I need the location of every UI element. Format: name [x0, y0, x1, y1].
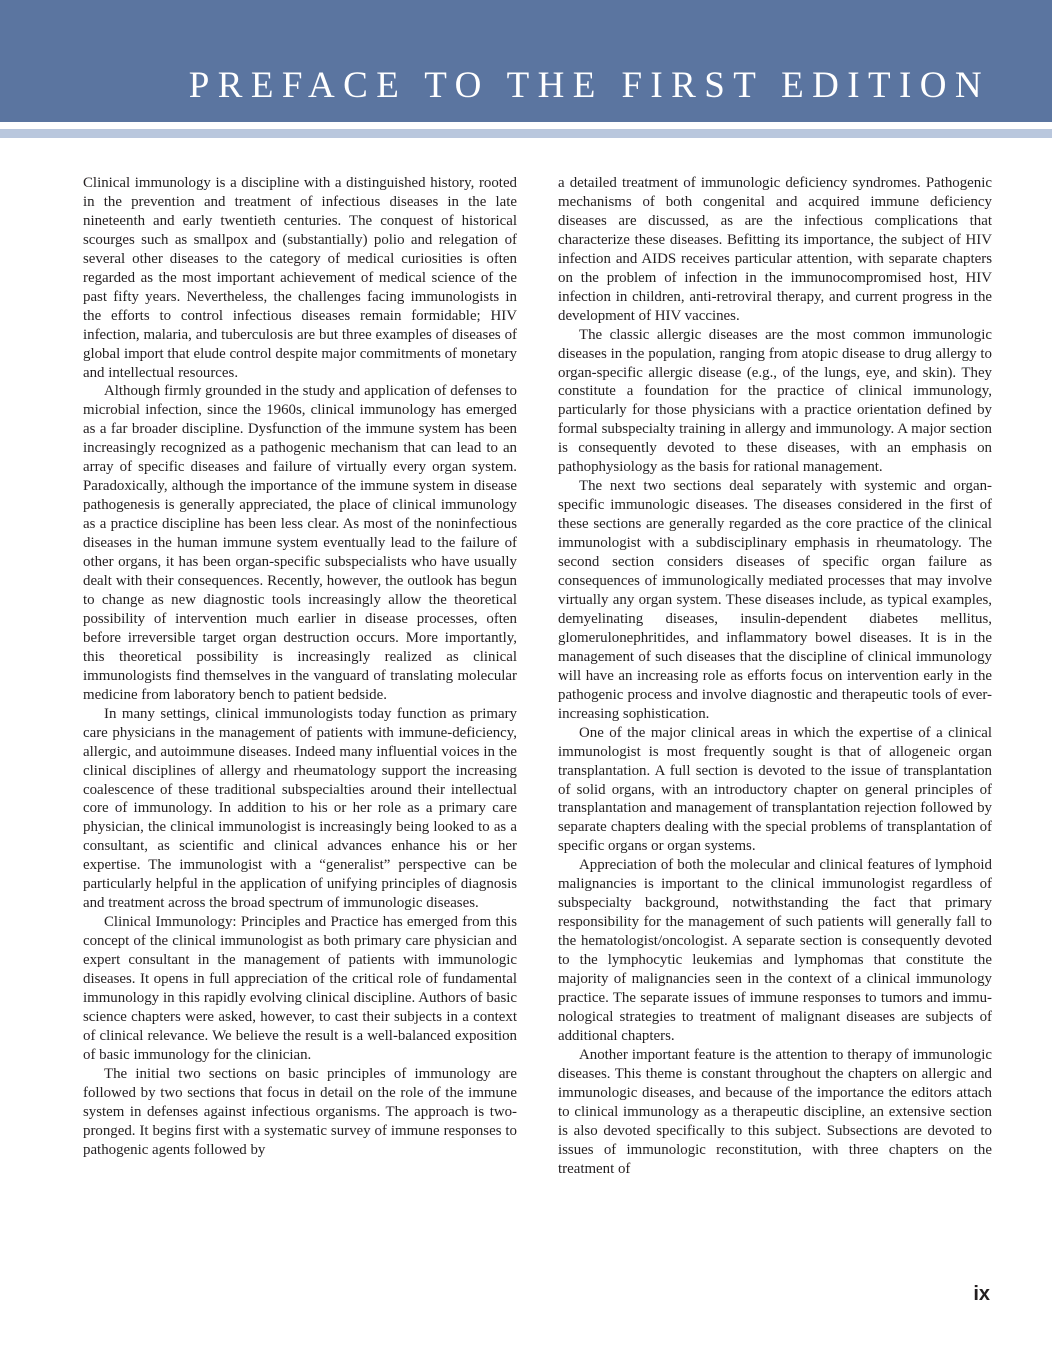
paragraph: The next two sections deal separately with systemic and organ-specific immunologic diseases. The diseases considered in the first of these sections are generally regarded as the core practice of the clinical immunologist with a subdisciplinary emphasis in rheumatology. The second section considers diseases of specific organ failure as consequences of immunologically mediated processes that may involve virtually any organ system. These diseases include, as typical examples, demyelinating diseases, insulin-dependent diabetes mellitus, glomerulonephritides, and inflammatory bowel diseases. It is in the management of such diseases that the discipline of clinical immunology will have an increasing role as efforts focus on intervention early in the pathogenic process and involve diagnostic and therapeutic tools of ever-increasing sophistication. — [558, 478, 992, 722]
paragraph: a detailed treatment of immunologic deficiency syndromes. Pathogenic mechanisms of both congenital and acquired immune deficiency diseases are discussed, as are the infectious complications that characterize these diseases. Befitting its importance, the subject of HIV infection and AIDS receives particular attention, with separate chapters on the problem of infection in the immunocompromised host, HIV infection in children, anti-retroviral therapy, and current progress in the development of HIV vaccines. — [558, 175, 992, 324]
paragraph: Another important feature is the attention to therapy of immunologic diseases. This theme is constant throughout the chapters on allergic and immunologic diseases, and because of the importance the editors attach to clinical immunology as a therapeutic discipline, an extensive section is also devoted specifically to this subject. Subsections are devoted to issues of immunologic reconstitution, with three chapters on the treatment of — [558, 1046, 992, 1177]
header-stripe — [0, 129, 1052, 138]
paragraph: Although firmly grounded in the study and application of defenses to microbial infection, since the 1960s, clinical immunology has emerged as a far broader discipline. Dysfunction of the immune system has been increasingly recognized as a pathogenic mechanism that can lead to an array of specific diseases and failure of virtually every organ system. Paradoxically, although the importance of the immune system in disease pathogenesis is generally appreciated, the place of clinical immunology as a practice discipline has been less clear. As most of the noninfectious diseases in the human immune system eventually lead to the failure of other organs, it has been organ-specific subspecialists who have usually dealt with their consequences. Recently, however, the outlook has begun to change as new diagnostic tools increasingly allow the theoretical possibility of intervention much earlier in disease processes, often before irreversible target organ destruction occurs. More importantly, this theoretical possibility is increasingly realized as clinical immunologists find themselves in the vanguard of translating molecular medicine from laboratory bench to patient bedside. — [83, 383, 517, 703]
paragraph: In many settings, clinical immunologists today function as primary care physicians in the management of patients with immune-deficiency, allergic, and autoimmune diseases. Indeed many influential voices in the clinical disciplines of allergy and rheumatology support the increasing coalescence of these traditional subspecialties around their intellectual core of immunology. In addition to his or her role as a primary care physician, the clinical immunologist is increasingly being looked to as a consultant, as scientific and clinical advances enhance his or her expertise. The immunologist with a “generalist” perspective can be particularly helpful in the application of unifying principles of diagnosis and treatment across the broad spectrum of immunologic diseases. — [83, 705, 517, 912]
paragraph: Appreciation of both the molecular and clinical features of lymphoid malignancies is important to the clinical immunologist regardless of subspecialty background, notwithstanding the fact that primary responsibility for the management of such patients will generally fall to the hematologist/oncologist. A separate section is consequently devoted to the lymphocytic leukemias and lymphomas that constitute the majority of malignancies seen in the context of a clinical immunology practice. The separate issues of immune responses to tumors and immunological strategies to treatment of malignant diseases are subjects of additional chapters. — [558, 857, 992, 1044]
right-column — [558, 174, 992, 1179]
left-column — [83, 174, 517, 1160]
page-title: PREFACE TO THE FIRST EDITION — [188, 65, 990, 106]
page-number: ix — [973, 1283, 990, 1305]
paragraph: Clinical immunology is a discipline with a distinguished history, rooted in the prevention and treatment of infectious diseases in the late nineteenth and early twentieth centuries. The conquest of historical scourges such as smallpox and (substantially) polio and relegation of several other diseases to the category of medical curiosities is often regarded as the most important achievement of medical science of the past fifty years. Nevertheless, the challenges facing immunologists in the efforts to control infectious diseases remain formidable; HIV infection, malaria, and tuberculosis are but three examples of diseases of global import that elude control despite major commitments of monetary and intellectual resources. — [83, 175, 517, 381]
paragraph: One of the major clinical areas in which the expertise of a clinical immunologist is most frequently sought is that of allogeneic organ transplantation. A full section is devoted to the issue of transplantation of solid organs, with an introductory chapter on general principles of transplantation and management of transplantation rejection followed by separate chapters dealing with the special problems of transplantation of specific organs or organ systems. — [558, 724, 992, 855]
paragraph: Clinical Immunology: Principles and Practice has emerged from this concept of the clinical immunologist as both primary care physician and expert consultant in the management of patients with immunologic diseases. It opens in full appreciation of the critical role of fundamental immunology in this rapidly evolving clinical discipline. Authors of basic science chapters were asked, however, to cast their subjects in a context of clinical relevance. We believe the result is a well-balanced exposition of basic immunology for the clinician. — [83, 914, 517, 1063]
paragraph: The classic allergic diseases are the most common immunologic diseases in the population, ranging from atopic disease to drug allergy to organ-specific allergic disease (e.g., of the lungs, eye, and skin). They constitute a foundation for the practice of clinical immunology, particularly for those physicians with a practice orientation defined by formal subspecialty training in allergy and immunology. A major section is consequently devoted to these diseases, with an emphasis on pathophysiology as the basis for rational management. — [558, 326, 992, 476]
paragraph: The initial two sections on basic principles of immunology are followed by two sections that focus in detail on the role of the immune system in defenses against infectious organisms. The approach is two-pronged. It begins first with a systematic survey of immune responses to pathogenic agents followed by — [83, 1065, 517, 1158]
